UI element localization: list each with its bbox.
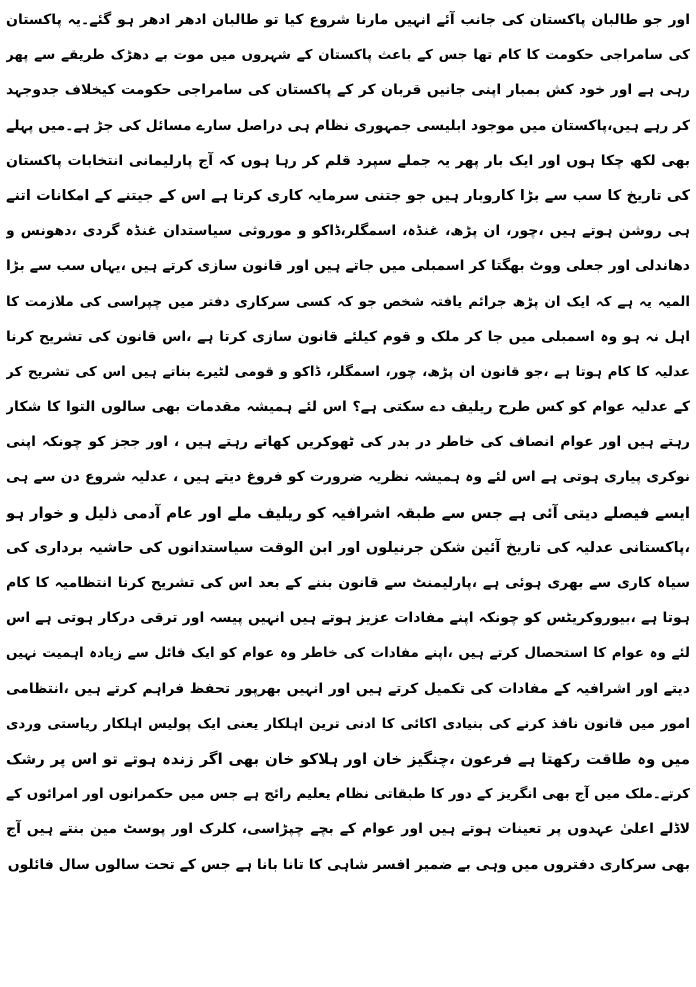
text-line: لئے وہ عوام کا استحصال کرتے ہیں ،اپنے مفادات کی خاطر وہ عوام کو ایک فائل سے زیادہ اہمیت نہیں [6,645,690,662]
text-line: کرتے۔ملک میں آج بھی انگریز کے دور کا طبقاتی نظام یعلیم رائج ہے جس میں حکمرانوں اور امرائوں کے [6,786,690,803]
text-line: اہل نہ ہو وہ اسمبلی میں جا کر ملک و قوم کیلئے قانون سازی کرتا ہے ،اس قانون کی تشریح کرنا [6,328,690,345]
text-line: کی تاریخ کا سب سے بڑا کاروبار ہیں جو جتنی سرمایہ کاری کرتا ہے اس کے جیتنے کے امکانات اتنے [6,187,690,204]
text-line: امور میں قانون نافذ کرنے کی بنیادی اکائی کا ادنی ترین اہلکار یعنی ایک پولیس اہلکار ریاستی وردی [6,715,690,732]
text-line: ہوتا ہے ،بیوروکریٹس کو چونکہ اپنے مفادات عزیز ہوتے ہیں انہیں پیسہ اور ترقی درکار ہوتی ہے اس [6,610,690,627]
text-line: بھی لکھ چکا ہوں اور ایک بار پھر یہ جملے سپرد قلم کر رہا ہوں کہ آج پارلیمانی انتخابات پاکستان [6,152,690,169]
text-line: کی سامراجی حکومت کا کام تھا جس کے باعث پاکستان کے شہروں میں موت بے دھڑک طریقے سے پھر [6,47,690,64]
text-line: نوکری پیاری ہوتی ہے اس لئے وہ ہمیشہ نظریہ ضرورت کو فروغ دیتے ہیں ، عدلیہ شروع دن سے ہی [6,469,690,486]
text-line: میں وہ طاقت رکھتا ہے فرعون ،چنگیز خان اور ہلاکو خان بھی اگر زندہ ہوتے تو اس پر رشک [6,749,690,768]
text-line: بھی سرکاری دفتروں میں وہی بے ضمیر افسر شاہی کا تانا بانا ہے جس کے تحت سالوں سال فائلوں [7,856,690,873]
text-line: کر رہے ہیں،پاکستان میں موجود ابلیسی جمہوری نظام ہی دراصل سارے مسائل کی جڑ ہے۔میں پہلے [6,117,690,134]
text-line: ہی روشن ہوتے ہیں ،چور، ان پڑھ، غنڈہ، اسمگلر،ڈاکو و موروثی سیاستدان غنڈہ گردی ،دھونس و [6,223,690,240]
text-line: اور جو طالبان پاکستان کی جانب آئے انہیں مارنا شروع کیا تو طالبان ادھر ادھر ہو گئے۔یہ پاکستان [6,12,690,28]
text-line: ،پاکستانی عدلیہ کی تاریخ آئین شکن جرنیلوں اور ابن الوقت سیاستدانوں کی حاشیہ برداری کی [6,539,690,556]
text-line: دھاندلی اور جعلی ووٹ بھگتا کر اسمبلی میں جاتے ہیں اور قانون سازی کرتے ہیں ،یہاں سب سے بڑا [6,258,690,275]
text-line: رہی ہے اور خود کش بمبار اپنی جانیں قربان کر کے پاکستان کی سامراجی حکومت کیخلاف جدوجہد [6,82,690,99]
urdu-paragraph [6,3,690,883]
text-line: کے عدلیہ عوام کو کس طرح ریلیف دے سکتی ہے؟ اس لئے ہمیشہ مقدمات بھی سالوں التوا کا شکار [6,399,690,416]
text-line: المیہ یہ ہے کہ ایک ان پڑھ جرائم یافتہ شخص جو کہ کسی سرکاری دفتر میں چپراسی کی ملازمت کا [6,293,690,310]
text-line: لاڈلے اعلیٰ عہدوں پر تعینات ہوتے ہیں اور عوام کے بچے چپڑاسی، کلرک اور پوسٹ مین بنتے ہیں آج [6,821,690,838]
text-line: دیتے اور اشرافیہ کے مفادات کی تکمیل کرتے ہیں اور انہیں بھرپور تحفظ فراہم کرتے ہیں ،انتظامی [6,680,690,697]
text-line: سیاہ کاری سے بھری ہوئی ہے ،پارلیمنٹ سے قانون بننے کے بعد اس کی تشریح کرنا انتظامیہ کا کام [6,575,690,591]
text-line: رہتے ہیں اور عوام انصاف کی خاطر در بدر کی ٹھوکریں کھاتے رہتے ہیں ، اور ججز کو چونکہ اپنی [6,434,690,451]
text-line: ایسے فیصلے دیتی آئی ہے جس سے طبقہ اشرافیہ کو ریلیف ملے اور عام آدمی ذلیل و خوار ہو [6,503,690,522]
text-line: عدلیہ کا کام ہوتا ہے ،جو قانون ان پڑھ، چور، اسمگلر، ڈاکو و قومی لٹیرے بناتے ہیں اس کی تشریح کر [6,363,690,380]
